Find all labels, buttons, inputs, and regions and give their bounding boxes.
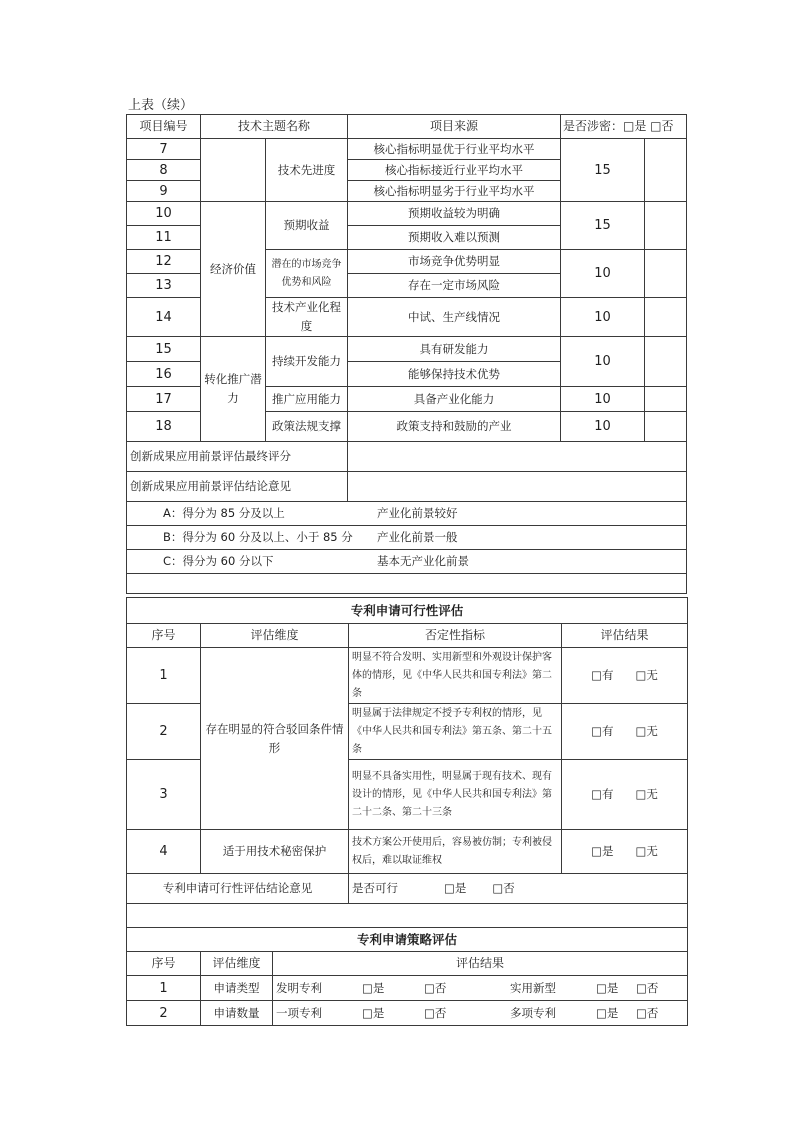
- checkbox-have[interactable]: □有: [591, 787, 614, 801]
- row-id: 9: [127, 181, 201, 202]
- indicator: 核心指标明显优于行业平均水平: [348, 139, 561, 160]
- row-seq: 2: [127, 704, 201, 760]
- option-score: A：得分为 85 分及以上: [163, 506, 285, 520]
- input-cell-10-11[interactable]: [645, 202, 687, 250]
- dimension-rejection: 存在明显的符合驳回条件情形: [201, 648, 349, 830]
- row-id: 10: [127, 202, 201, 226]
- feasible-question: 是否可行: [352, 881, 398, 895]
- option-b-label: 多项专利: [510, 1005, 556, 1020]
- row-id: 18: [127, 412, 201, 442]
- option-a: [127, 502, 687, 526]
- score-18: 10: [561, 412, 645, 442]
- checkbox-yes[interactable]: □是: [362, 980, 385, 995]
- option-result: 产业化前景一般: [377, 530, 458, 544]
- subgroup-industrialization: 技术产业化程度: [266, 298, 348, 337]
- score-12-13: 10: [561, 250, 645, 298]
- row-id: 13: [127, 274, 201, 298]
- indicator: 能够保持技术优势: [348, 362, 561, 387]
- row-id: 7: [127, 139, 201, 160]
- dimension-label: 申请类型: [201, 976, 273, 1001]
- row-id: 15: [127, 337, 201, 362]
- row-id: 17: [127, 387, 201, 412]
- score-7-9: 15: [561, 139, 645, 202]
- subgroup-policy: 政策法规支撑: [266, 412, 348, 442]
- indicator: 中试、生产线情况: [348, 298, 561, 337]
- header-indicator: 否定性指标: [349, 624, 562, 648]
- row-id: 12: [127, 250, 201, 274]
- checkbox-yes[interactable]: □是: [591, 844, 614, 858]
- option-b: [127, 526, 687, 550]
- group-cell-empty: [201, 139, 266, 202]
- checkbox-yes[interactable]: □是: [596, 1005, 619, 1020]
- checkbox-yes[interactable]: □是: [444, 881, 467, 895]
- checkbox-yes[interactable]: □是: [362, 1005, 385, 1020]
- subgroup-market-risk: 潜在的市场竞争优势和风险: [266, 250, 348, 298]
- result-cell: [562, 704, 688, 760]
- final-score-label: 创新成果应用前景评估最终评分: [127, 442, 348, 472]
- indicator: 预期收入难以预测: [348, 226, 561, 250]
- row-seq: 3: [127, 760, 201, 830]
- conclusion-input[interactable]: [348, 472, 687, 502]
- subgroup-application: 推广应用能力: [266, 387, 348, 412]
- input-cell-17[interactable]: [645, 387, 687, 412]
- checkbox-have[interactable]: □有: [591, 668, 614, 682]
- indicator: 核心指标接近行业平均水平: [348, 160, 561, 181]
- spacer-row: [127, 574, 687, 594]
- dimension-label: 申请数量: [201, 1001, 273, 1026]
- input-cell-15-16[interactable]: [645, 337, 687, 387]
- option-a-label: 一项专利: [276, 1005, 322, 1020]
- header-seq: 序号: [127, 624, 201, 648]
- strategy-title: 专利申请策略评估: [127, 928, 688, 952]
- input-cell-14[interactable]: [645, 298, 687, 337]
- row-id: 16: [127, 362, 201, 387]
- option-score: C：得分为 60 分以下: [163, 554, 274, 568]
- subgroup-rd-capability: 持续开发能力: [266, 337, 348, 387]
- option-c: [127, 550, 687, 574]
- score-10-11: 15: [561, 202, 645, 250]
- checkbox-none[interactable]: □无: [635, 724, 658, 738]
- dimension-trade-secret: 适于用技术秘密保护: [201, 830, 349, 874]
- feasibility-title: 专利申请可行性评估: [127, 598, 688, 624]
- final-score-input[interactable]: [348, 442, 687, 472]
- row-seq: 1: [127, 976, 201, 1001]
- indicator: 具备产业化能力: [348, 387, 561, 412]
- indicator: 市场竞争优势明显: [348, 250, 561, 274]
- checkbox-none[interactable]: □无: [635, 668, 658, 682]
- option-a-label: 发明专利: [276, 980, 322, 995]
- indicator-text: 明显不具备实用性，明显属于现有技术、现有设计的情形，见《中华人民共和国专利法》第二十二条、第二十三条: [349, 760, 562, 830]
- row-id: 14: [127, 298, 201, 337]
- indicator: 预期收益较为明确: [348, 202, 561, 226]
- header-dimension: 评估维度: [201, 952, 273, 976]
- subgroup-tech-advance: 技术先进度: [266, 139, 348, 202]
- checkbox-no[interactable]: □否: [424, 1005, 447, 1020]
- subgroup-expected-income: 预期收益: [266, 202, 348, 250]
- group-economic-value: 经济价值: [201, 202, 266, 337]
- row-seq: 2: [127, 1001, 201, 1026]
- strategy-options: [273, 1001, 688, 1026]
- indicator: 核心指标明显劣于行业平均水平: [348, 181, 561, 202]
- result-cell: [562, 830, 688, 874]
- strategy-options: [273, 976, 688, 1001]
- checkbox-no[interactable]: □否: [636, 1005, 659, 1020]
- conclusion-label: 创新成果应用前景评估结论意见: [127, 472, 348, 502]
- score-14: 10: [561, 298, 645, 337]
- header-dimension: 评估维度: [201, 624, 349, 648]
- indicator-text: 明显属于法律规定不授予专利权的情形，见《中华人民共和国专利法》第五条、第二十五条: [349, 704, 562, 760]
- table-caption: 上表（续）: [128, 98, 194, 113]
- checkbox-have[interactable]: □有: [591, 724, 614, 738]
- header-result: 评估结果: [273, 952, 688, 976]
- application-prospect-table: [126, 114, 687, 594]
- checkbox-no[interactable]: □否: [636, 980, 659, 995]
- indicator: 具有研发能力: [348, 337, 561, 362]
- group-promotion-potential: 转化推广潜力: [201, 337, 266, 442]
- header-source: 项目来源: [348, 115, 561, 139]
- patent-feasibility-table: [126, 597, 688, 928]
- spacer-row: [127, 904, 688, 928]
- row-seq: 4: [127, 830, 201, 874]
- option-score: B：得分为 60 分及以上、小于 85 分: [163, 530, 353, 544]
- checkbox-none[interactable]: □无: [635, 787, 658, 801]
- checkbox-no[interactable]: □否: [492, 881, 515, 895]
- input-cell-18[interactable]: [645, 412, 687, 442]
- checkbox-no[interactable]: □否: [424, 980, 447, 995]
- feasibility-conclusion: [349, 874, 688, 904]
- patent-strategy-table: [126, 927, 688, 1026]
- score-15-16: 10: [561, 337, 645, 387]
- result-cell: [562, 760, 688, 830]
- score-17: 10: [561, 387, 645, 412]
- input-cell-12-13[interactable]: [645, 250, 687, 298]
- indicator-text: 技术方案公开使用后，容易被仿制；专利被侵权后，难以取证维权: [349, 830, 562, 874]
- checkbox-yes[interactable]: □是: [596, 980, 619, 995]
- result-cell: [562, 648, 688, 704]
- row-id: 11: [127, 226, 201, 250]
- option-b-label: 实用新型: [510, 980, 556, 995]
- feasibility-conclusion-label: 专利申请可行性评估结论意见: [127, 874, 349, 904]
- option-result: 基本无产业化前景: [377, 554, 469, 568]
- input-cell-7-9[interactable]: [645, 139, 687, 202]
- header-secret[interactable]: 是否涉密：□是 □否: [561, 115, 687, 139]
- indicator: 政策支持和鼓励的产业: [348, 412, 561, 442]
- indicator: 存在一定市场风险: [348, 274, 561, 298]
- row-seq: 1: [127, 648, 201, 704]
- header-result: 评估结果: [562, 624, 688, 648]
- indicator-text: 明显不符合发明、实用新型和外观设计保护客体的情形，见《中华人民共和国专利法》第二条: [349, 648, 562, 704]
- row-id: 8: [127, 160, 201, 181]
- header-id: 项目编号: [127, 115, 201, 139]
- option-result: 产业化前景较好: [377, 506, 458, 520]
- checkbox-none[interactable]: □无: [635, 844, 658, 858]
- header-seq: 序号: [127, 952, 201, 976]
- header-topic: 技术主题名称: [201, 115, 348, 139]
